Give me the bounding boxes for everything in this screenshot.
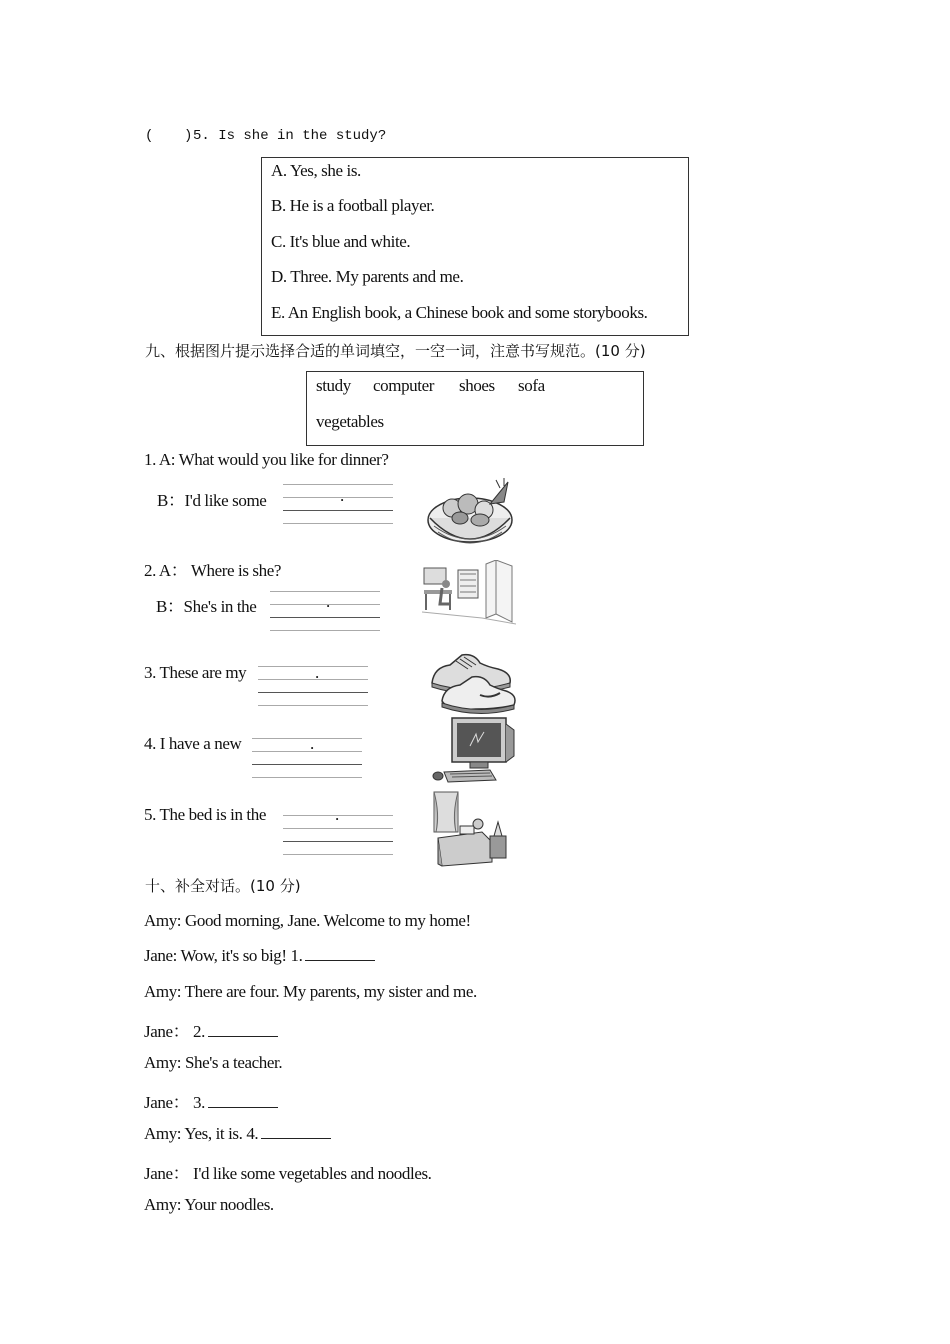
item3-question: 3. These are my <box>144 663 247 682</box>
item2-question: 2. A： Where is she? <box>144 561 282 580</box>
item5-period: . <box>335 805 339 824</box>
dialogue-blank-2[interactable] <box>208 1022 278 1037</box>
word-study: study <box>316 376 351 395</box>
section-9-title: 九、根据图片提示选择合适的单词填空，一空一词，注意书写规范。(10 分) <box>145 342 646 360</box>
dialogue-line-3: Amy: There are four. My parents, my sister and me. <box>144 982 477 1001</box>
dialogue-line-7: Amy: Yes, it is. 4. <box>144 1124 331 1144</box>
item1-answer-prefix: B：I'd like some <box>157 491 267 510</box>
item2-period: . <box>326 592 330 611</box>
dialogue-line-2: Jane: Wow, it's so big! 1. <box>144 946 375 966</box>
shoes-icon <box>428 647 516 715</box>
dialogue-blank-4[interactable] <box>261 1124 331 1139</box>
word-shoes: shoes <box>459 376 495 395</box>
q5-question: 5. Is she in the study? <box>193 128 387 144</box>
section-10-title: 十、补全对话。(10 分) <box>145 877 301 895</box>
bedroom-icon <box>430 790 510 868</box>
dialogue-line-6: Jane： 3. <box>144 1088 278 1113</box>
word-vegetables: vegetables <box>316 412 384 431</box>
item1-period: . <box>340 486 344 505</box>
option-b: B. He is a football player. <box>271 196 435 215</box>
word-computer: computer <box>373 376 434 395</box>
dialogue-line-4: Jane： 2. <box>144 1017 278 1042</box>
dialogue-line-5: Amy: She's a teacher. <box>144 1053 283 1072</box>
option-e: E. An English book, a Chinese book and some storybooks. <box>271 303 648 322</box>
computer-icon <box>430 716 516 786</box>
q5-paren-open: ( <box>145 128 154 144</box>
word-sofa: sofa <box>518 376 545 395</box>
dialogue-line-1: Amy: Good morning, Jane. Welcome to my home! <box>144 911 471 930</box>
dialogue-line-8: Jane： I'd like some vegetables and noodles. <box>144 1164 432 1183</box>
dialogue-line-9: Amy: Your noodles. <box>144 1195 274 1214</box>
word-bank-box <box>306 371 644 446</box>
dialogue-blank-3[interactable] <box>208 1093 278 1108</box>
option-a: A. Yes, she is. <box>271 161 361 180</box>
option-d: D. Three. My parents and me. <box>271 267 464 286</box>
item4-question: 4. I have a new <box>144 734 242 753</box>
answer-options-box <box>261 157 689 336</box>
item1-question: 1. A: What would you like for dinner? <box>144 450 389 469</box>
vegetable-basket-icon <box>424 474 516 546</box>
study-room-icon <box>422 560 516 626</box>
item4-period: . <box>310 734 314 753</box>
item5-question: 5. The bed is in the <box>144 805 266 824</box>
option-c: C. It's blue and white. <box>271 232 411 251</box>
item3-period: . <box>315 663 319 682</box>
item2-answer-prefix: B：She's in the <box>156 597 257 616</box>
q5-paren-close: ) <box>184 128 193 144</box>
dialogue-blank-1[interactable] <box>305 946 375 961</box>
